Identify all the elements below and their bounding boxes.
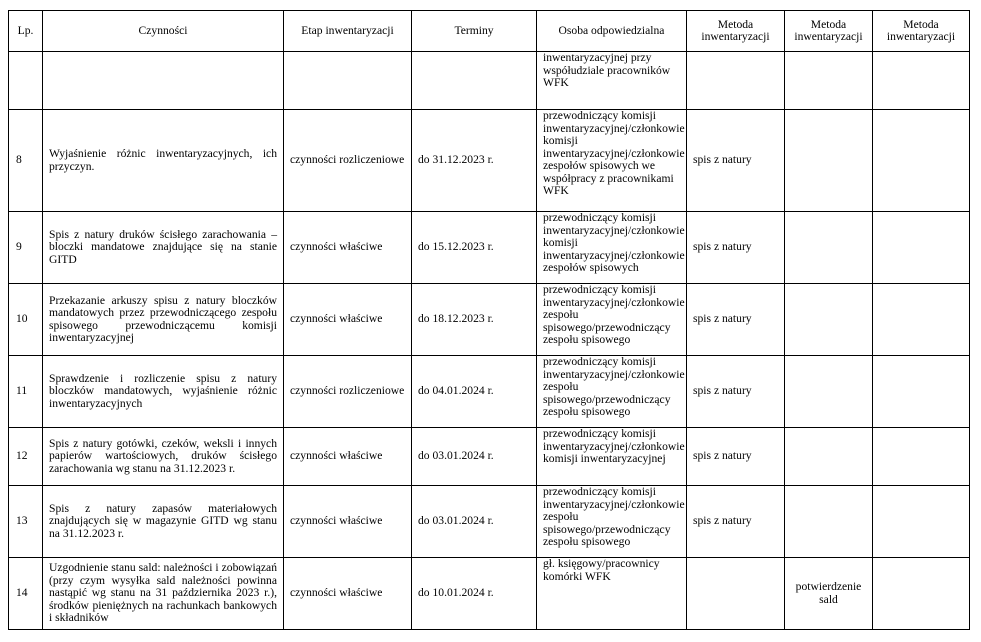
cell-termin: do 03.01.2024 r.	[412, 428, 537, 486]
table-row	[9, 284, 970, 356]
cell-metoda-3	[873, 428, 970, 486]
cell-metoda-2	[785, 486, 873, 558]
cell-osoba: gł. księgowy/pracownicy komórki WFK	[537, 558, 687, 630]
header-metoda-2: Metoda inwentaryzacji	[785, 11, 873, 52]
cell-metoda-1	[687, 558, 785, 630]
header-etap: Etap inwentaryzacji	[284, 11, 412, 52]
cell-lp	[9, 52, 43, 110]
cell-metoda-2	[785, 284, 873, 356]
table-row	[9, 486, 970, 558]
cell-lp: 13	[9, 486, 43, 558]
cell-metoda-2: potwierdzenie sald	[785, 558, 873, 630]
table-row	[9, 110, 970, 212]
cell-osoba: przewodniczący komisji inwentaryzacyjnej/członkowie komisji inwentaryzacyjnej/członkowie zespołów spisowych	[537, 212, 687, 284]
cell-termin: do 03.01.2024 r.	[412, 486, 537, 558]
cell-metoda-2	[785, 428, 873, 486]
cell-metoda-3	[873, 284, 970, 356]
cell-metoda-3	[873, 212, 970, 284]
header-terminy: Terminy	[412, 11, 537, 52]
header-metoda-3: Metoda inwentaryzacji	[873, 11, 970, 52]
cell-czynnosci: Uzgodnienie stanu sald: należności i zobowiązań (przy czym wysyłka sald należności powinna nastąpić wg stanu na 31 października 2023 r.), środków pieniężnych na rachunkach bankowych i składników	[43, 558, 284, 630]
cell-metoda-2	[785, 110, 873, 212]
cell-metoda-1	[687, 52, 785, 110]
cell-metoda-2	[785, 212, 873, 284]
table-row	[9, 212, 970, 284]
table-row	[9, 428, 970, 486]
cell-osoba: inwentaryzacyjnej przy współudziale pracowników WFK	[537, 52, 687, 110]
cell-etap: czynności właściwe	[284, 428, 412, 486]
cell-lp: 11	[9, 356, 43, 428]
cell-osoba: przewodniczący komisji inwentaryzacyjnej/członkowie zespołu spisowego/przewodniczący zespołu spisowego	[537, 356, 687, 428]
cell-osoba: przewodniczący komisji inwentaryzacyjnej/członkowie komisji inwentaryzacyjnej/członkowie zespołów spisowych we współpracy z pracownikami WFK	[537, 110, 687, 212]
header-lp: Lp.	[9, 11, 43, 52]
cell-metoda-1: spis z natury	[687, 428, 785, 486]
cell-metoda-3	[873, 356, 970, 428]
cell-etap: czynności właściwe	[284, 558, 412, 630]
cell-lp: 14	[9, 558, 43, 630]
cell-etap: czynności właściwe	[284, 212, 412, 284]
cell-czynnosci: Sprawdzenie i rozliczenie spisu z natury bloczków mandatowych, wyjaśnienie różnic inwentaryzacyjnych	[43, 356, 284, 428]
table-row	[9, 356, 970, 428]
cell-etap: czynności rozliczeniowe	[284, 356, 412, 428]
cell-metoda-3	[873, 486, 970, 558]
cell-termin: do 15.12.2023 r.	[412, 212, 537, 284]
cell-termin	[412, 52, 537, 110]
cell-metoda-1: spis z natury	[687, 110, 785, 212]
cell-metoda-2	[785, 356, 873, 428]
cell-etap: czynności właściwe	[284, 284, 412, 356]
cell-osoba: przewodniczący komisji inwentaryzacyjnej/członkowie zespołu spisowego/przewodniczący zespołu spisowego	[537, 284, 687, 356]
cell-metoda-1: spis z natury	[687, 486, 785, 558]
cell-metoda-1: spis z natury	[687, 356, 785, 428]
cell-metoda-3	[873, 558, 970, 630]
cell-osoba: przewodniczący komisji inwentaryzacyjnej/członkowie komisji inwentaryzacyjnej	[537, 428, 687, 486]
cell-termin: do 04.01.2024 r.	[412, 356, 537, 428]
cell-czynnosci: Spis z natury zapasów materiałowych znajdujących się w magazynie GITD wg stanu na 31.12.2023 r.	[43, 486, 284, 558]
cell-osoba: przewodniczący komisji inwentaryzacyjnej/członkowie zespołu spisowego/przewodniczący zespołu spisowego	[537, 486, 687, 558]
cell-metoda-1: spis z natury	[687, 284, 785, 356]
cell-czynnosci: Wyjaśnienie różnic inwentaryzacyjnych, ich przyczyn.	[43, 110, 284, 212]
cell-etap: czynności rozliczeniowe	[284, 110, 412, 212]
cell-etap: czynności właściwe	[284, 486, 412, 558]
cell-lp: 10	[9, 284, 43, 356]
cell-etap	[284, 52, 412, 110]
cell-metoda-1: spis z natury	[687, 212, 785, 284]
header-czynnosci: Czynności	[43, 11, 284, 52]
table-row	[9, 52, 970, 110]
cell-metoda-3	[873, 52, 970, 110]
cell-czynnosci: Spis z natury gotówki, czeków, weksli i innych papierów wartościowych, druków ścisłego zarachowania wg stanu na 31.12.2023 r.	[43, 428, 284, 486]
cell-termin: do 31.12.2023 r.	[412, 110, 537, 212]
cell-termin: do 10.01.2024 r.	[412, 558, 537, 630]
cell-lp: 8	[9, 110, 43, 212]
cell-lp: 9	[9, 212, 43, 284]
cell-metoda-2	[785, 52, 873, 110]
header-osoba: Osoba odpowiedzialna	[537, 11, 687, 52]
header-metoda-1: Metoda inwentaryzacji	[687, 11, 785, 52]
table-header-row	[9, 11, 970, 52]
cell-czynnosci: Spis z natury druków ścisłego zarachowania – bloczki mandatowe znajdujące się na stanie GITD	[43, 212, 284, 284]
cell-czynnosci	[43, 52, 284, 110]
cell-lp: 12	[9, 428, 43, 486]
cell-czynnosci: Przekazanie arkuszy spisu z natury bloczków mandatowych przez przewodniczącego zespołu spisowego przewodniczącemu komisji inwentaryzacyjnej	[43, 284, 284, 356]
cell-metoda-3	[873, 110, 970, 212]
table-row	[9, 558, 970, 630]
inventory-schedule-table	[8, 10, 970, 630]
cell-termin: do 18.12.2023 r.	[412, 284, 537, 356]
